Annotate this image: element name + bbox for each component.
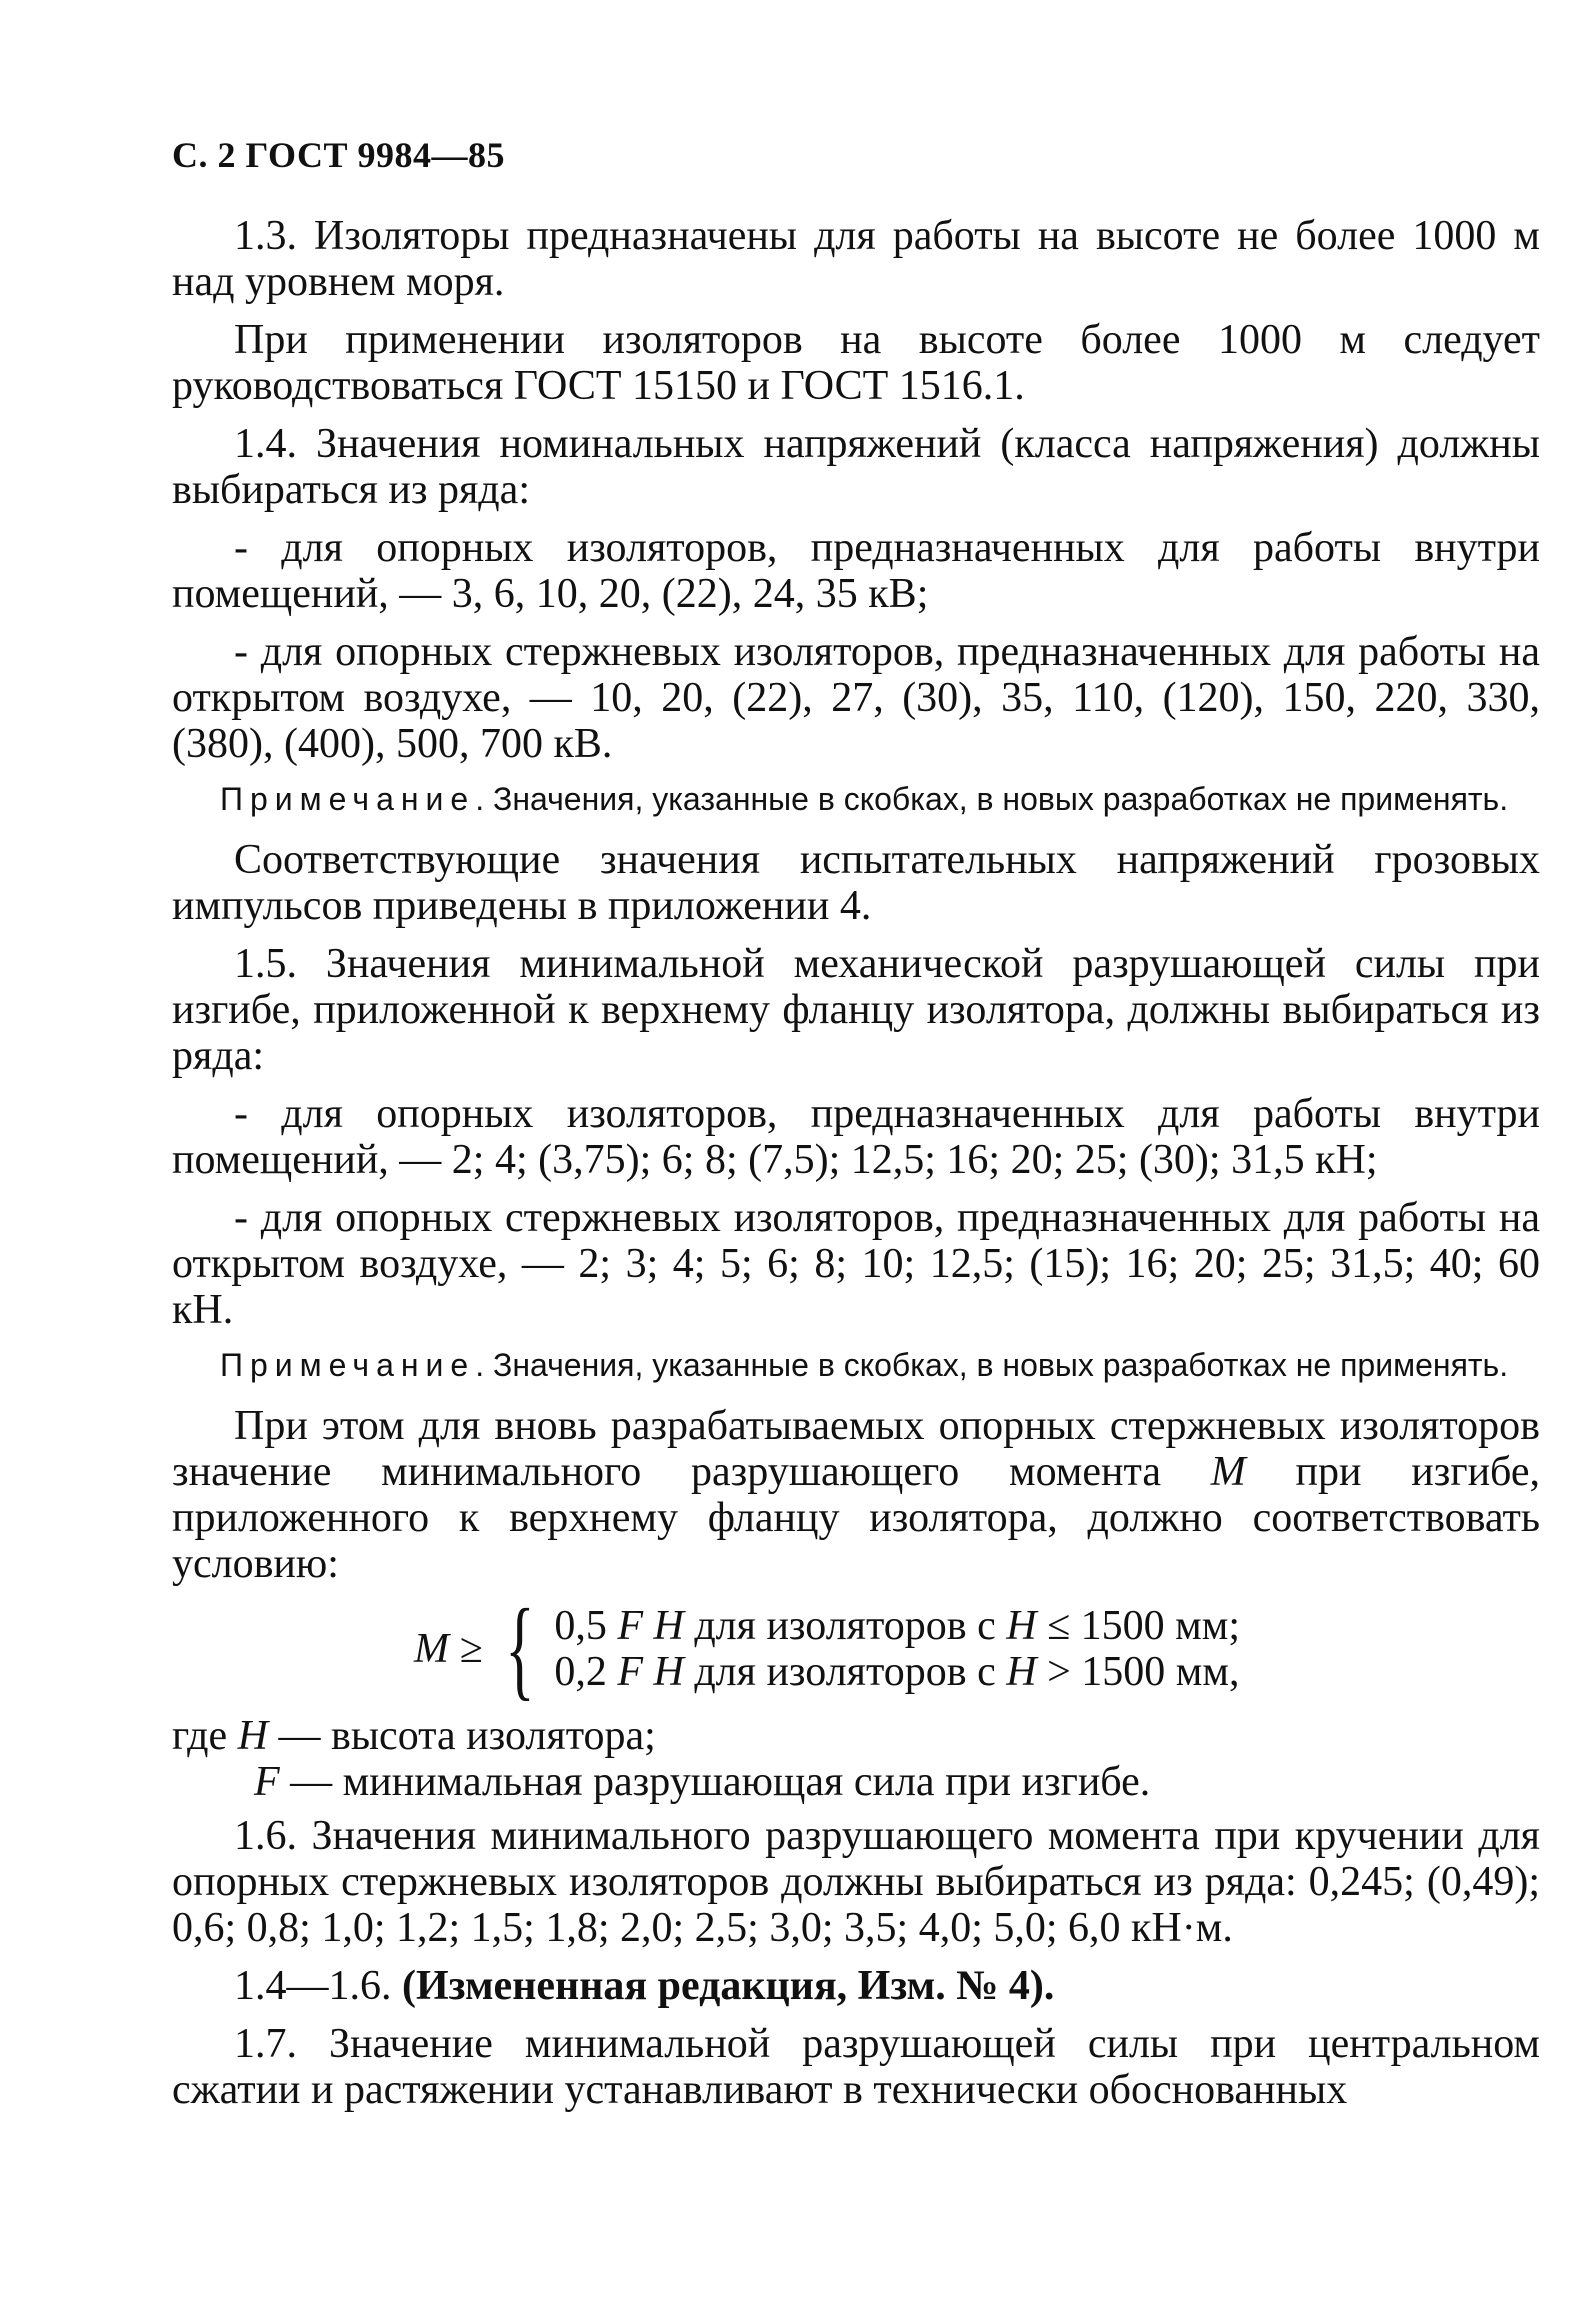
note-1: [172, 779, 1540, 819]
formula-brace: {: [504, 1587, 535, 1711]
paragraph-1-4: 1.4. Значения номинальных напряжений (класса напряжения) должны выбираться из ряда:: [172, 421, 1540, 513]
definition-h: где H — высота изолятора;: [172, 1713, 656, 1759]
paragraph-test-voltages: Соответствующие значения испытательных напряжений грозовых импульсов приведены в приложении 4.: [172, 837, 1540, 929]
paragraph-1-5: 1.5. Значения минимальной механической разрушающей силы при изгибе, приложенной к верхнему фланцу изолятора, должны выбираться из ряда:: [172, 941, 1540, 1079]
paragraph-1-6: 1.6. Значения минимального разрушающего момента при кручении для опорных стержневых изоляторов должны выбираться из ряда: 0,245; (0,49); 0,6; 0,8; 1,0; 1,2; 1,5; 1,8; 2,0; 2,5; 3,0; 3,5; 4,0; 5,0; 6,0 кН·м.: [172, 1813, 1540, 1951]
variable-definitions: [172, 1713, 1540, 1805]
paragraph-revision: [172, 1963, 1540, 2009]
note-2-text: . Значения, указанные в скобках, в новых разработках не применять.: [475, 1347, 1509, 1383]
note-1-label: Примечание: [220, 781, 476, 817]
page-header: С. 2 ГОСТ 9984—85: [172, 135, 505, 175]
revision-range: 1.4—1.6.: [234, 1963, 402, 2009]
paragraph-1-5-indoor: - для опорных изоляторов, предназначенных для работы внутри помещений, — 2; 4; (3,75); 6; 8; (7,5); 12,5; 16; 20; 25; (30); 31,5 кН;: [172, 1091, 1540, 1183]
paragraph-1-3: 1.3. Изоляторы предназначены для работы на высоте не более 1000 м над уровнем моря.: [172, 213, 1540, 305]
paragraph-1-4-indoor: - для опорных изоляторов, предназначенных для работы внутри помещений, — 3, 6, 10, 20, (22), 24, 35 кВ;: [172, 525, 1540, 617]
moment-formula: [414, 1587, 1540, 1711]
revision-note: (Измененная редакция, Изм. № 4).: [402, 1963, 1055, 2009]
document-page: [172, 135, 1540, 2125]
note-2-label: Примечание: [220, 1347, 476, 1383]
moment-variable: M: [1210, 1449, 1246, 1495]
definition-f: F — минимальная разрушающая сила при изгибе.: [254, 1759, 1151, 1805]
formula-cases: [554, 1603, 1240, 1695]
paragraph-1-4-outdoor: - для опорных стержневых изоляторов, предназначенных для работы на открытом воздухе, — 10, 20, (22), 27, (30), 35, 110, (120), 150, 220, 330, (380), (400), 500, 700 кВ.: [172, 629, 1540, 767]
formula-case-1: 0,5 F H для изоляторов с H ≤ 1500 мм;: [554, 1603, 1241, 1649]
paragraph-1-7: 1.7. Значение минимальной разрушающей силы при центральном сжатии и растяжении устанавливают в технически обоснованных: [172, 2021, 1540, 2113]
formula-case-2: 0,2 F H для изоляторов с H > 1500 мм,: [554, 1649, 1240, 1695]
note-1-text: . Значения, указанные в скобках, в новых разработках не применять.: [475, 781, 1509, 817]
formula-lhs: M ≥: [414, 1626, 483, 1672]
paragraph-1-5-outdoor: - для опорных стержневых изоляторов, предназначенных для работы на открытом воздухе, — 2; 3; 4; 5; 6; 8; 10; 12,5; (15); 16; 20; 25; 31,5; 40; 60 кН.: [172, 1195, 1540, 1333]
moment-text-b: при изгибе, приложенного к верхнему фланцу изолятора, должно соответствовать условию:: [172, 1449, 1540, 1587]
note-2: [172, 1345, 1540, 1385]
moment-text-a: При этом для вновь разрабатываемых опорных стержневых изоляторов значение минимального разрушающего момента: [172, 1403, 1540, 1495]
paragraph-1-3-altitude: При применении изоляторов на высоте более 1000 м следует руководствоваться ГОСТ 15150 и ГОСТ 1516.1.: [172, 317, 1540, 409]
paragraph-moment-condition: [172, 1403, 1540, 1587]
